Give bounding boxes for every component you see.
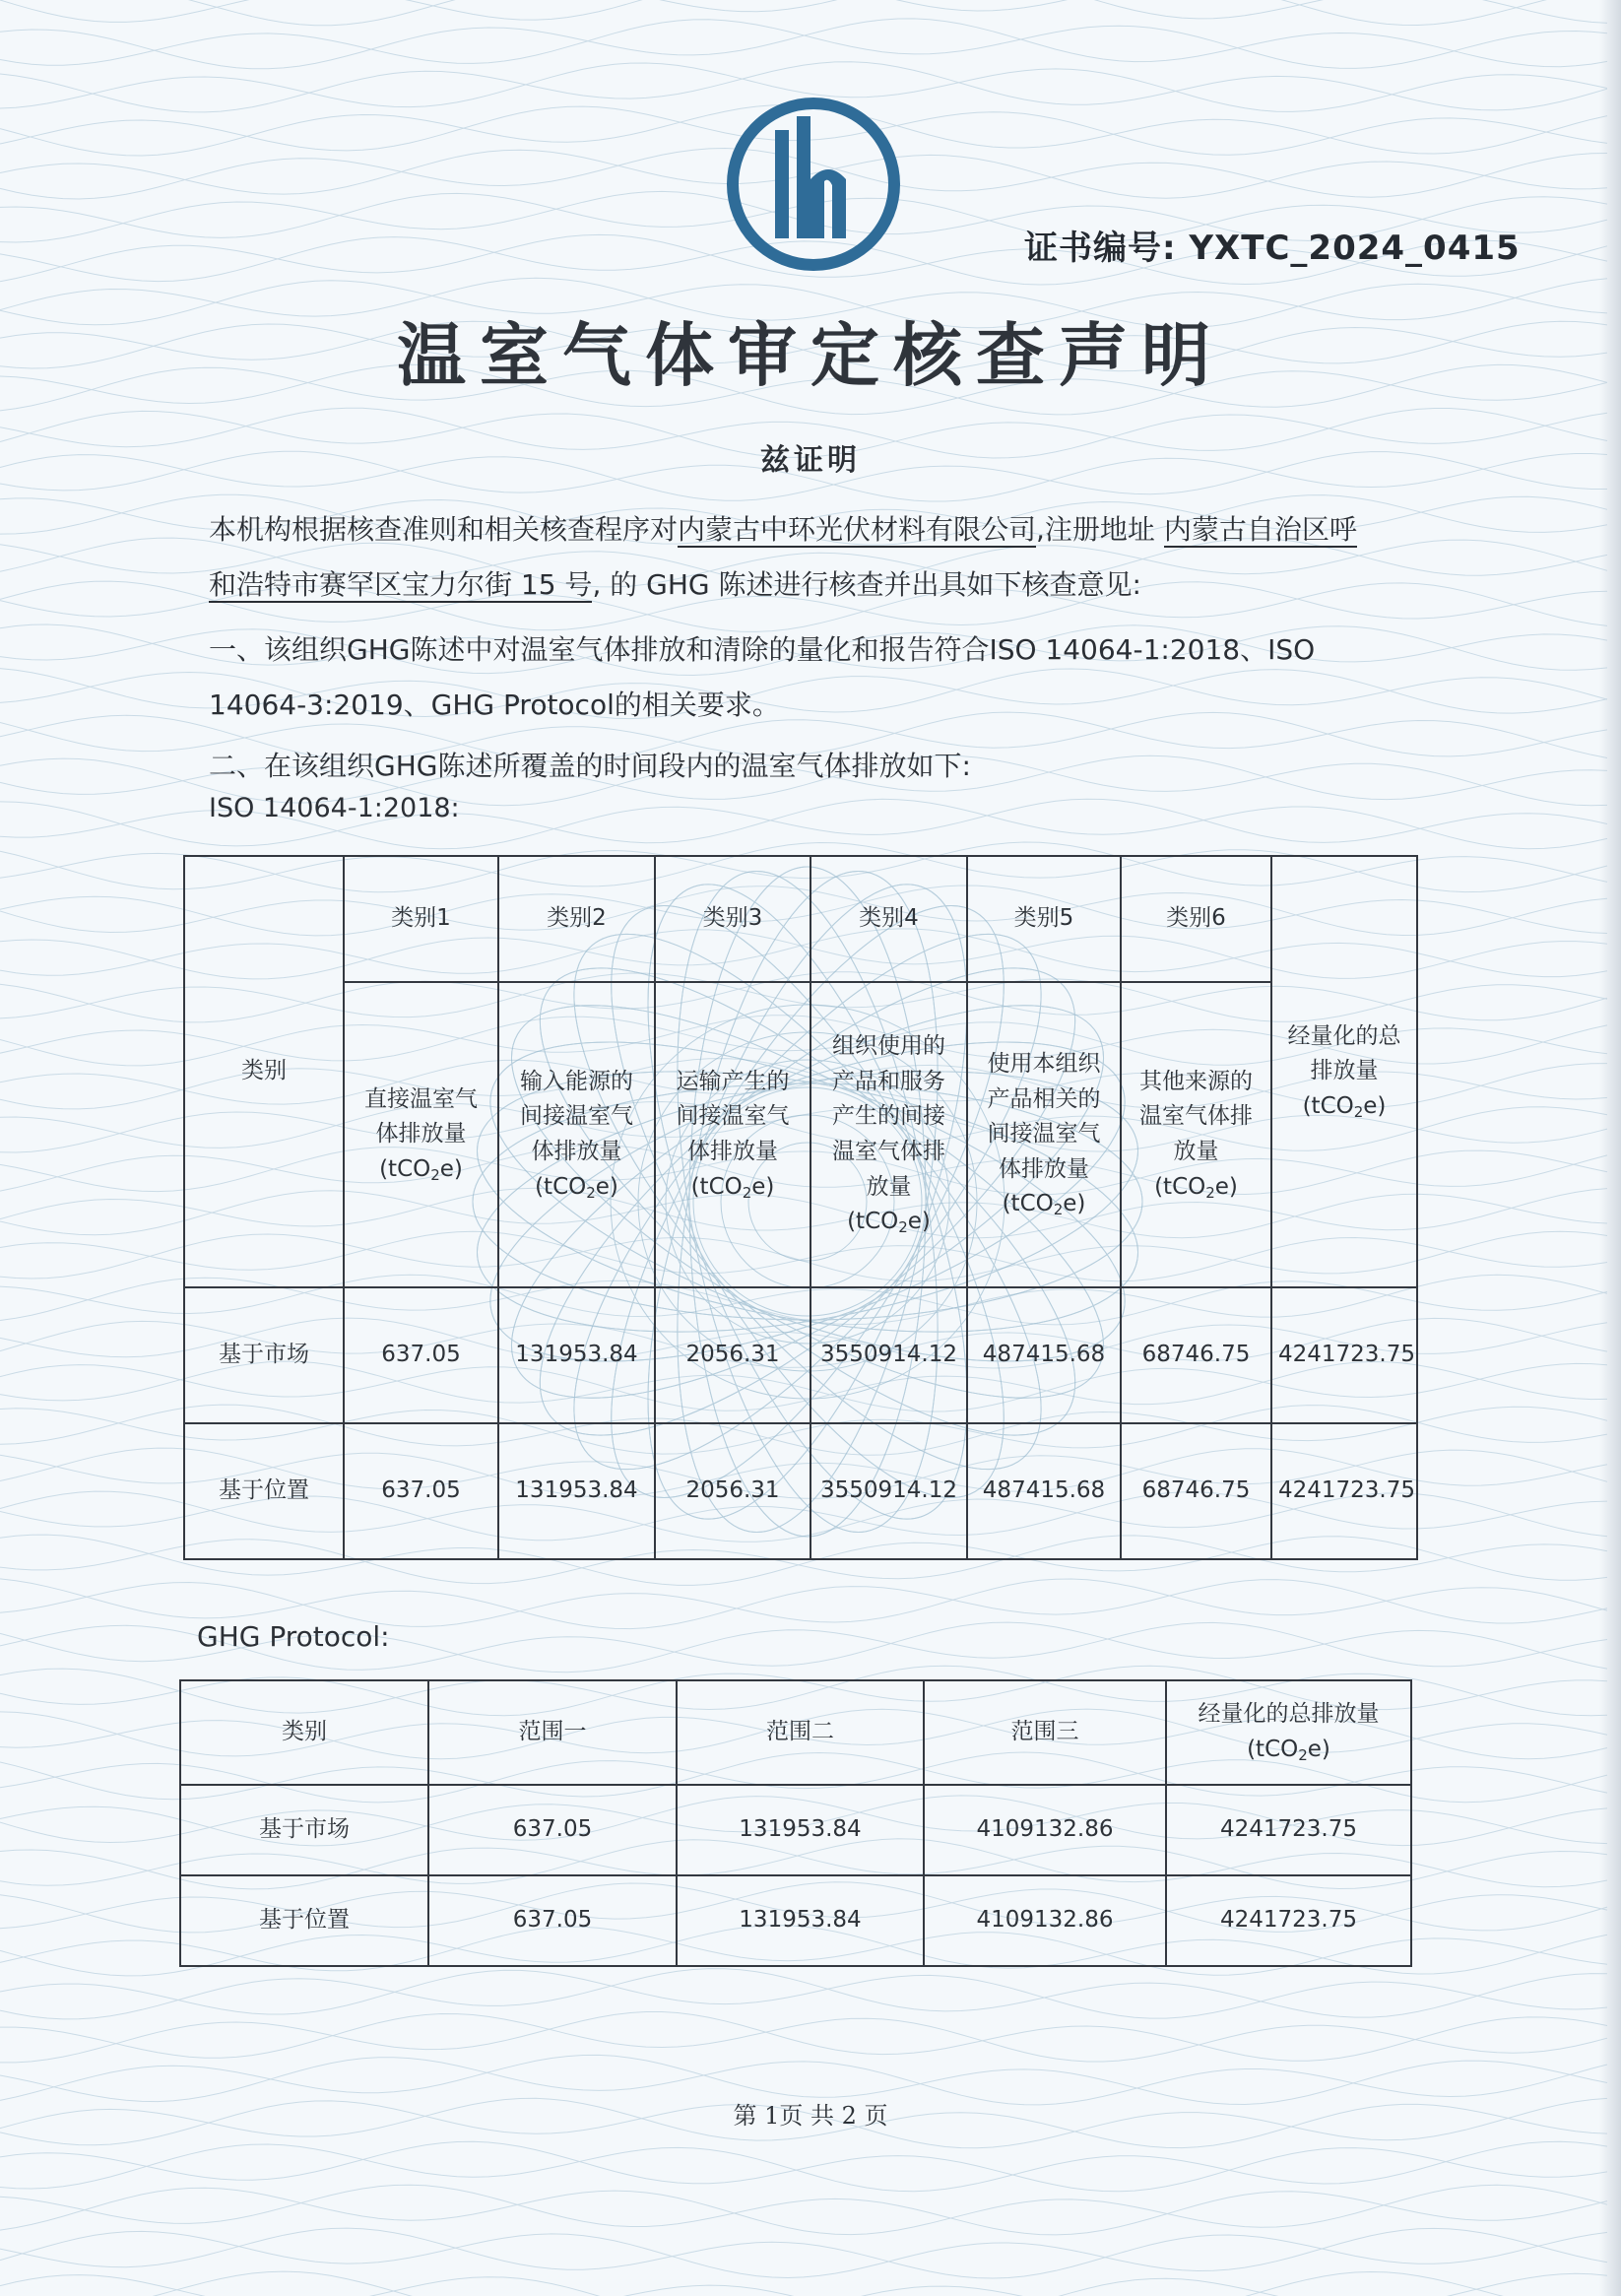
table-cell: 637.05 — [344, 1287, 498, 1423]
ghg-header-total — [1166, 1680, 1411, 1785]
description-line: 体排放量 — [375, 1121, 467, 1148]
table-cell: 4241723.75 — [1271, 1287, 1417, 1423]
table-cell: 4109132.86 — [924, 1875, 1166, 1966]
opinion-1-line-2: 14064-3:2019、GHG Protocol的相关要求。 — [209, 689, 780, 721]
row-label-location: 基于位置 — [180, 1875, 428, 1966]
table-cell: 2056.31 — [655, 1287, 810, 1423]
unit-post: e) — [907, 1209, 931, 1235]
address-part-1: 内蒙古自治区呼 — [1163, 513, 1357, 546]
category-5-header: 类别5 — [967, 856, 1121, 982]
intro-suffix: , 的 GHG 陈述进行核查并出具如下核查意见: — [592, 568, 1141, 601]
unit-sub: 2 — [898, 1218, 908, 1237]
category-1-description — [344, 982, 498, 1287]
unit-sub: 2 — [430, 1165, 440, 1184]
unit-post: e) — [595, 1173, 618, 1200]
category-5-description — [967, 982, 1121, 1287]
table-cell: 637.05 — [428, 1785, 677, 1875]
unit-post: e) — [1214, 1173, 1238, 1200]
unit-pre: (tCO — [847, 1209, 899, 1235]
category-1-header: 类别1 — [344, 856, 498, 982]
unit-sub: 2 — [1298, 1746, 1308, 1764]
description-line: 其他来源的 — [1139, 1068, 1253, 1094]
address-label: ,注册地址 — [1036, 513, 1155, 546]
table-cell: 131953.84 — [677, 1875, 924, 1966]
description-line: 产品和服务 — [832, 1068, 945, 1094]
unit-post: e) — [1063, 1191, 1086, 1217]
unit-sub: 2 — [1353, 1102, 1364, 1121]
page-number: 第 1页 共 2 页 — [733, 2102, 888, 2130]
description-line: 体排放量 — [687, 1139, 778, 1164]
iso-emissions-table — [183, 855, 1418, 1560]
unit-label — [1278, 1089, 1410, 1125]
row-label-location: 基于位置 — [184, 1423, 344, 1559]
document-title: 温室气体审定核查声明 — [397, 314, 1224, 396]
unit-pre: (tCO — [1302, 1092, 1354, 1119]
table-cell: 4241723.75 — [1166, 1875, 1411, 1966]
description-line: 温室气体排 — [832, 1139, 945, 1164]
certificate-number: 证书编号: YXTC_2024_0415 — [1024, 229, 1521, 268]
iso-category-row — [184, 856, 1417, 982]
table-cell: 2056.31 — [655, 1423, 810, 1559]
ghg-header-category: 类别 — [180, 1680, 428, 1785]
unit-sub: 2 — [1205, 1183, 1215, 1202]
table-cell: 131953.84 — [498, 1423, 655, 1559]
address-part-2: 和浩特市赛罕区宝力尔街 15 号 — [209, 568, 593, 601]
unit-post: e) — [1363, 1092, 1387, 1119]
intro-line-2 — [209, 558, 1410, 613]
unit-pre: (tCO — [1247, 1737, 1299, 1762]
description-line: 放量 — [1173, 1139, 1219, 1164]
intro-prefix: 本机构根据核查准则和相关核查程序对 — [209, 513, 679, 546]
category-3-header: 类别3 — [655, 856, 810, 982]
description-line: 产品相关的 — [987, 1085, 1101, 1112]
scan-edge-shadow — [1599, 0, 1621, 2296]
unit-sub: 2 — [1053, 1201, 1064, 1219]
ghg-header-scope-1: 范围一 — [428, 1680, 677, 1785]
total-header-line: 经量化的总 — [1287, 1022, 1401, 1049]
table-cell: 3550914.12 — [810, 1423, 967, 1559]
table-cell: 4241723.75 — [1271, 1423, 1417, 1559]
table-cell: 4241723.75 — [1166, 1785, 1411, 1875]
intro-paragraph — [209, 502, 1410, 613]
row-header-cell: 类别 — [184, 856, 344, 1287]
unit-pre: (tCO — [379, 1155, 431, 1182]
ghg-header-scope-3: 范围三 — [924, 1680, 1166, 1785]
table-cell: 131953.84 — [677, 1785, 924, 1875]
table-row — [184, 1287, 1417, 1423]
table-cell: 487415.68 — [967, 1423, 1121, 1559]
iso-standard-label: ISO 14064-1:2018: — [209, 793, 460, 823]
table-cell: 637.05 — [428, 1875, 677, 1966]
table-row — [184, 1423, 1417, 1559]
unit-label — [351, 1152, 491, 1188]
table-cell: 3550914.12 — [810, 1287, 967, 1423]
total-header-cell — [1271, 856, 1417, 1287]
table-cell: 68746.75 — [1121, 1287, 1271, 1423]
description-line: 运输产生的 — [676, 1068, 790, 1094]
description-line: 组织使用的 — [832, 1033, 945, 1060]
category-2-header: 类别2 — [498, 856, 655, 982]
description-line: 间接温室气 — [987, 1121, 1101, 1148]
table-cell: 131953.84 — [498, 1287, 655, 1423]
table-cell: 487415.68 — [967, 1287, 1121, 1423]
unit-label — [974, 1187, 1114, 1222]
row-label-market: 基于市场 — [180, 1785, 428, 1875]
ghg-protocol-label: GHG Protocol: — [197, 1620, 390, 1653]
total-header-line: 经量化的总排放量 — [1198, 1701, 1380, 1728]
row-label-market: 基于市场 — [184, 1287, 344, 1423]
unit-pre: (tCO — [535, 1173, 587, 1200]
unit-label — [1173, 1733, 1404, 1768]
opinion-1 — [209, 623, 1410, 733]
unit-label — [505, 1170, 648, 1206]
description-line: 输入能源的 — [520, 1068, 633, 1094]
total-header-line: 排放量 — [1310, 1058, 1379, 1084]
unit-post: e) — [751, 1173, 775, 1200]
opinion-2: 二、在该组织GHG陈述所覆盖的时间段内的温室气体排放如下: — [209, 750, 971, 782]
organization-name: 内蒙古中环光伏材料有限公司 — [678, 513, 1037, 546]
ghg-header-row — [180, 1680, 1411, 1785]
unit-sub: 2 — [586, 1183, 596, 1202]
description-line: 产生的间接 — [832, 1103, 945, 1130]
category-2-description — [498, 982, 655, 1287]
ghg-emissions-table — [179, 1679, 1412, 1967]
description-line: 温室气体排 — [1139, 1103, 1253, 1130]
issuer-logo — [726, 97, 901, 272]
table-cell: 637.05 — [344, 1423, 498, 1559]
table-row — [180, 1875, 1411, 1966]
unit-pre: (tCO — [1002, 1191, 1054, 1217]
description-line: 体排放量 — [999, 1155, 1089, 1182]
category-4-description — [810, 982, 967, 1287]
table-cell: 68746.75 — [1121, 1423, 1271, 1559]
category-4-header: 类别4 — [810, 856, 967, 982]
table-cell: 4109132.86 — [924, 1785, 1166, 1875]
category-6-description — [1121, 982, 1271, 1287]
category-6-header: 类别6 — [1121, 856, 1271, 982]
opinion-1-line-1: 一、该组织GHG陈述中对温室气体排放和清除的量化和报告符合ISO 14064-1:2018、ISO — [209, 633, 1316, 666]
unit-label — [662, 1170, 804, 1206]
unit-pre: (tCO — [690, 1173, 743, 1200]
iso-description-row — [184, 982, 1417, 1287]
unit-label — [817, 1205, 960, 1240]
table-row — [180, 1785, 1411, 1875]
description-line: 间接温室气 — [520, 1103, 633, 1130]
document-subtitle: 兹证明 — [760, 443, 861, 478]
description-line: 间接温室气 — [676, 1103, 790, 1130]
unit-sub: 2 — [742, 1183, 752, 1202]
intro-line-1 — [209, 502, 1410, 558]
description-line: 放量 — [866, 1173, 912, 1200]
unit-post: e) — [439, 1155, 463, 1182]
unit-pre: (tCO — [1154, 1173, 1206, 1200]
unit-post: e) — [1307, 1737, 1330, 1762]
ghg-header-scope-2: 范围二 — [677, 1680, 924, 1785]
description-line: 使用本组织 — [987, 1050, 1101, 1077]
unit-label — [1128, 1170, 1264, 1206]
description-line: 直接温室气 — [364, 1085, 478, 1112]
description-line: 体排放量 — [531, 1139, 622, 1164]
category-3-description — [655, 982, 810, 1287]
